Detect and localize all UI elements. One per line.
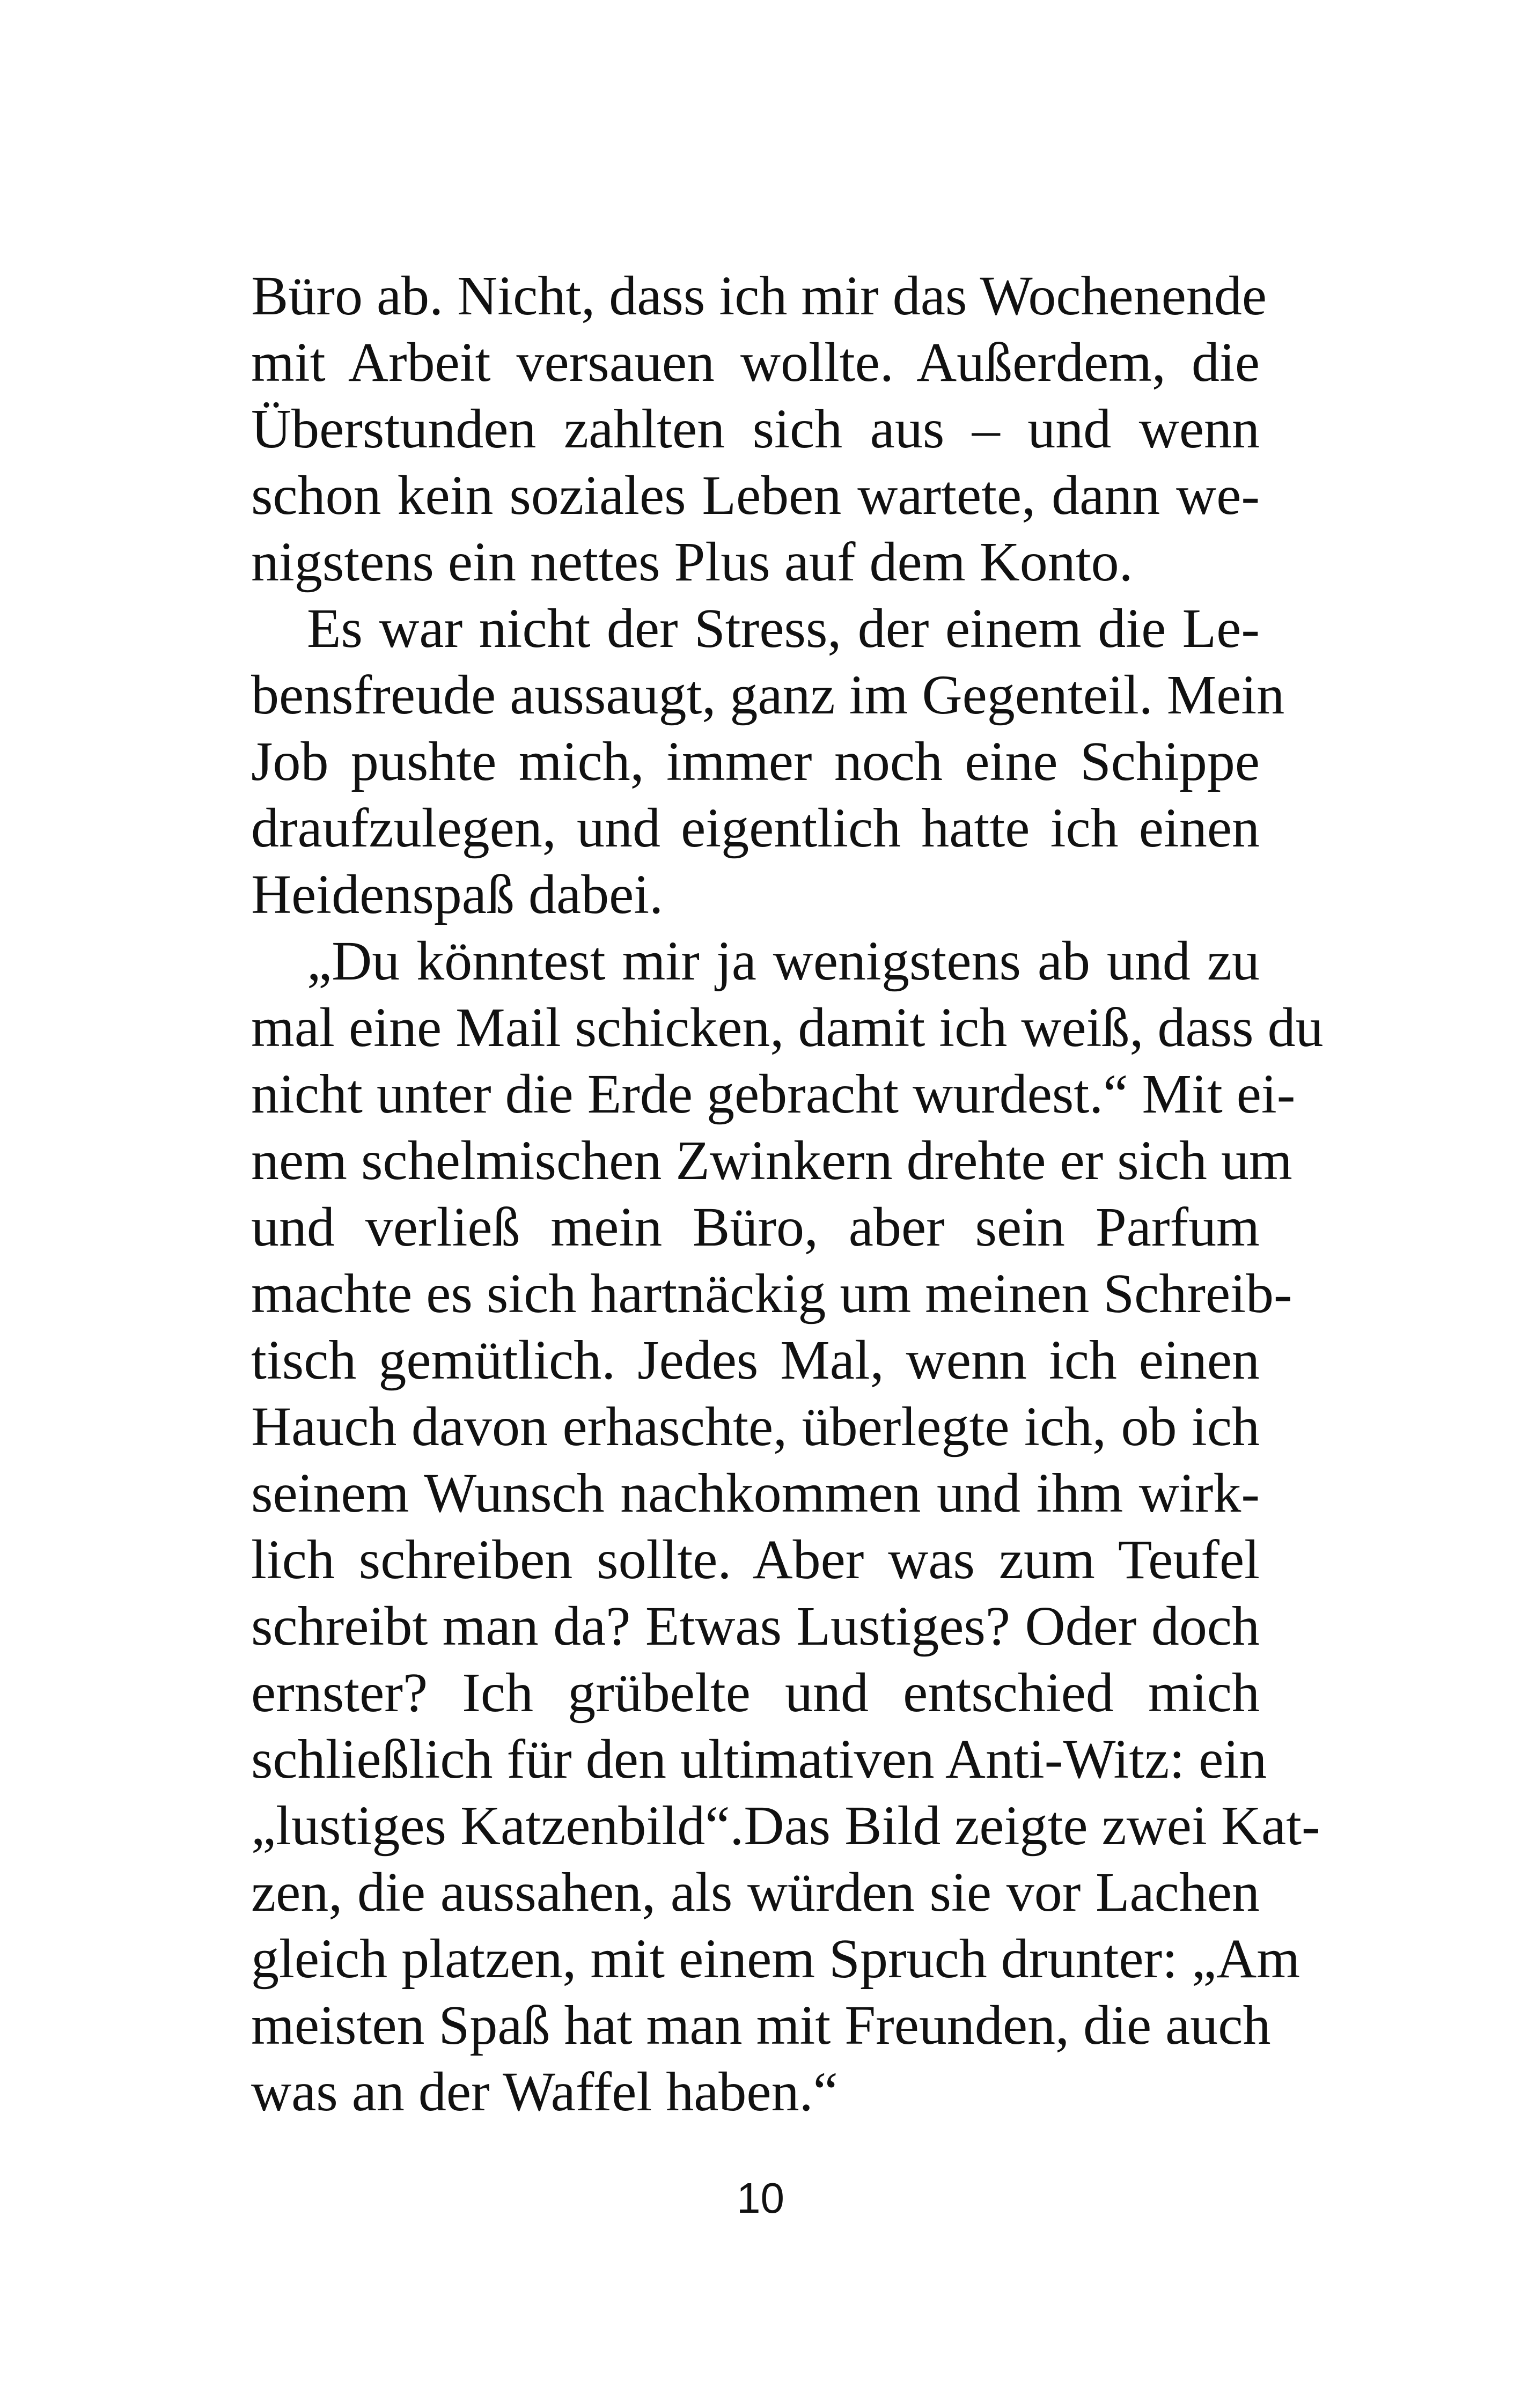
text-line: „Du könntest mir ja wenigstens ab und zu bbox=[307, 930, 1260, 992]
paragraph bbox=[251, 595, 1285, 928]
text-line: schreibt man da? Etwas Lustiges? Oder doch bbox=[251, 1595, 1260, 1657]
text-line: zen, die aussahen, als würden sie vor Lachen bbox=[251, 1861, 1260, 1923]
text-line: schon kein soziales Leben wartete, dann we- bbox=[251, 465, 1260, 526]
body-text bbox=[251, 263, 1324, 2125]
text-line: lich schreiben sollte. Aber was zum Teufel bbox=[251, 1529, 1260, 1590]
text-line: machte es sich hartnäckig um meinen Schreib- bbox=[251, 1263, 1292, 1324]
text-line: draufzulegen, und eigentlich hatte ich einen bbox=[251, 797, 1260, 859]
text-line: nem schelmischen Zwinkern drehte er sich um bbox=[251, 1130, 1292, 1191]
text-line: gleich platzen, mit einem Spruch drunter: „Am bbox=[251, 1928, 1300, 1990]
text-line: schließlich für den ultimativen Anti-Witz: ein bbox=[251, 1728, 1267, 1790]
text-line: ernster? Ich grübelte und entschied mich bbox=[251, 1662, 1260, 1724]
text-line: Büro ab. Nicht, dass ich mir das Wochenende bbox=[251, 265, 1267, 327]
text-line: meisten Spaß hat man mit Freunden, die auch bbox=[251, 1994, 1271, 2056]
page-number: 10 bbox=[737, 2174, 784, 2222]
paragraph bbox=[251, 928, 1324, 2125]
text-line: mit Arbeit versauen wollte. Außerdem, die bbox=[251, 332, 1260, 393]
text-line: Heidenspaß dabei. bbox=[251, 864, 664, 925]
text-line: Überstunden zahlten sich aus – und wenn bbox=[251, 398, 1260, 460]
text-line: Es war nicht der Stress, der einem die Le- bbox=[307, 598, 1260, 659]
text-line: und verließ mein Büro, aber sein Parfum bbox=[251, 1196, 1260, 1258]
text-line: tisch gemütlich. Jedes Mal, wenn ich einen bbox=[251, 1329, 1260, 1391]
text-line: seinem Wunsch nachkommen und ihm wirk- bbox=[251, 1462, 1260, 1524]
text-line: „lustiges Katzenbild“.Das Bild zeigte zwei Kat- bbox=[251, 1795, 1320, 1857]
paragraph bbox=[251, 263, 1267, 595]
text-line: bensfreude aussaugt, ganz im Gegenteil. Mein bbox=[251, 664, 1285, 726]
text-line: Job pushte mich, immer noch eine Schippe bbox=[251, 731, 1260, 792]
text-line: nigstens ein nettes Plus auf dem Konto. bbox=[251, 531, 1133, 593]
text-line: nicht unter die Erde gebracht wurdest.“ Mit ei- bbox=[251, 1063, 1296, 1125]
text-line: mal eine Mail schicken, damit ich weiß, dass du bbox=[251, 997, 1324, 1058]
text-line: was an der Waffel haben.“ bbox=[251, 2061, 838, 2123]
text-line: Hauch davon erhaschte, überlegte ich, ob ich bbox=[251, 1396, 1260, 1457]
